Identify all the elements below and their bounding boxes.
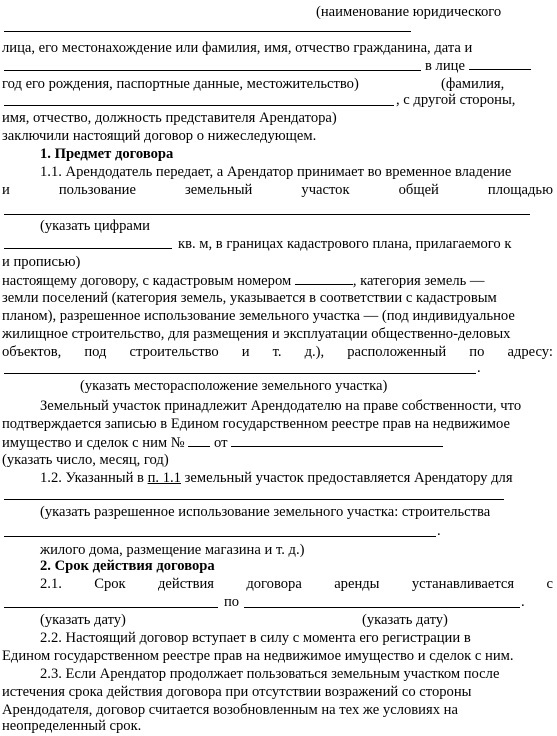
fill-blank xyxy=(231,432,443,447)
text-line: планом), разрешенное использование земельного участка — (под индивидуальное xyxy=(2,308,515,324)
text-line xyxy=(425,55,553,75)
inline-text: от xyxy=(214,435,228,451)
text-line: (наименование юридического xyxy=(316,4,502,20)
text-line xyxy=(40,468,553,488)
word: строительство xyxy=(129,344,219,360)
text-line: (указать дату) xyxy=(362,612,448,628)
fill-blank xyxy=(295,270,353,285)
text-line: (указать разрешенное использование земельного участка: строительства xyxy=(40,504,491,520)
text-line: жилого дома, размещение магазина и т. д.) xyxy=(40,542,305,558)
word: т. xyxy=(272,344,282,360)
fill-blank xyxy=(4,214,530,215)
text-line xyxy=(2,432,553,452)
clause-link[interactable]: п. 1.1 xyxy=(147,470,181,486)
section-heading: 2. Срок действия договора xyxy=(40,558,215,574)
section-heading: 1. Предмет договора xyxy=(40,146,174,162)
text-line: . xyxy=(437,523,441,539)
text-line: 2.2. Настоящий договор вступает в силу с момента его регистрации в xyxy=(40,630,471,646)
word: д.), xyxy=(304,344,325,360)
word: площадью xyxy=(487,182,553,198)
inline-text: 1.2. Указанный в xyxy=(40,470,148,486)
text-line: Арендодателя, договор считается возобновленным на тех же условиях на xyxy=(2,702,458,718)
text-line: имя, отчество, должность представителя Арендатора) xyxy=(2,110,337,126)
justified-line xyxy=(2,180,553,200)
text-line: по xyxy=(224,594,240,610)
word: под xyxy=(84,344,107,360)
word: и xyxy=(2,182,10,198)
inline-text: настоящему договору, с кадастровым номером xyxy=(2,273,292,289)
text-line: год его рождения, паспортные данные, местожительство) xyxy=(2,76,359,92)
text-line: (фамилия, xyxy=(441,76,505,92)
text-line: и прописью) xyxy=(2,254,81,270)
text-line: (указать цифрами xyxy=(40,218,150,234)
text-line: лица, его местонахождение или фамилия, имя, отчество гражданина, дата и xyxy=(2,40,473,56)
word: действия xyxy=(158,576,214,592)
text-line: . xyxy=(477,360,481,376)
fill-blank xyxy=(4,31,411,32)
text-line: жилищное строительство, для размещения и эксплуатации общественно-деловых xyxy=(2,326,511,342)
fill-blank xyxy=(4,536,436,537)
word: устанавливается xyxy=(411,576,515,592)
fill-blank xyxy=(4,607,218,608)
word: договора xyxy=(246,576,302,592)
text-line: Земельный участок принадлежит Арендодателю на праве собственности, что xyxy=(40,398,522,414)
text-line: Едином государственном реестре прав на недвижимое имущество и сделок с ним. xyxy=(2,648,514,664)
word: Срок xyxy=(94,576,126,592)
fill-blank xyxy=(4,105,394,106)
word: расположенный xyxy=(347,344,447,360)
fill-blank xyxy=(244,607,520,608)
inline-text: в лице xyxy=(425,58,465,74)
word: общей xyxy=(398,182,439,198)
text-line: земли поселений (категория земель, указывается в соответствии с кадастровым xyxy=(2,290,497,306)
word: аренды xyxy=(334,576,380,592)
justified-line xyxy=(40,574,553,594)
inline-text: земельный участок предоставляется Арендатору для xyxy=(180,470,513,486)
text-line: , с другой стороны, xyxy=(396,92,516,108)
word: и xyxy=(241,344,250,360)
text-line: (указать месторасположение земельного участка) xyxy=(80,378,388,394)
fill-blank xyxy=(469,55,531,70)
fill-blank xyxy=(4,373,476,374)
word: пользование xyxy=(58,182,136,198)
text-line: 2.3. Если Арендатор продолжает пользоваться земельным участком после xyxy=(40,666,500,682)
text-line: заключили настоящий договор о нижеследующем. xyxy=(2,128,317,144)
text-line: 1.1. Арендодатель передает, а Арендатор принимает во временное владение xyxy=(40,164,512,180)
text-line: истечения срока действия договора при отсутствии возражений со стороны xyxy=(2,684,472,700)
fill-blank xyxy=(4,499,504,500)
text-line: неопределенный срок. xyxy=(2,718,142,734)
fill-blank xyxy=(188,432,210,447)
text-line: (указать дату) xyxy=(40,612,126,628)
fill-blank xyxy=(4,70,421,71)
text-line xyxy=(2,270,553,290)
text-line: кв. м, в границах кадастрового плана, прилагаемого к xyxy=(178,236,512,252)
text-line: (указать число, месяц, год) xyxy=(2,452,169,468)
inline-text: , категория земель — xyxy=(352,273,485,289)
word: по xyxy=(469,344,485,360)
justified-line xyxy=(2,342,553,362)
fill-blank xyxy=(4,248,172,249)
text-line: подтверждается записью в Едином государственном реестре прав на недвижимое xyxy=(2,416,510,432)
word: 2.1. xyxy=(40,576,62,592)
text-line: . xyxy=(521,594,525,610)
word: адресу: xyxy=(507,344,553,360)
word: земельный xyxy=(185,182,253,198)
word: объектов, xyxy=(2,344,62,360)
inline-text: имущество и сделок с ним № xyxy=(2,435,185,451)
word: с xyxy=(546,576,553,592)
word: участок xyxy=(301,182,350,198)
